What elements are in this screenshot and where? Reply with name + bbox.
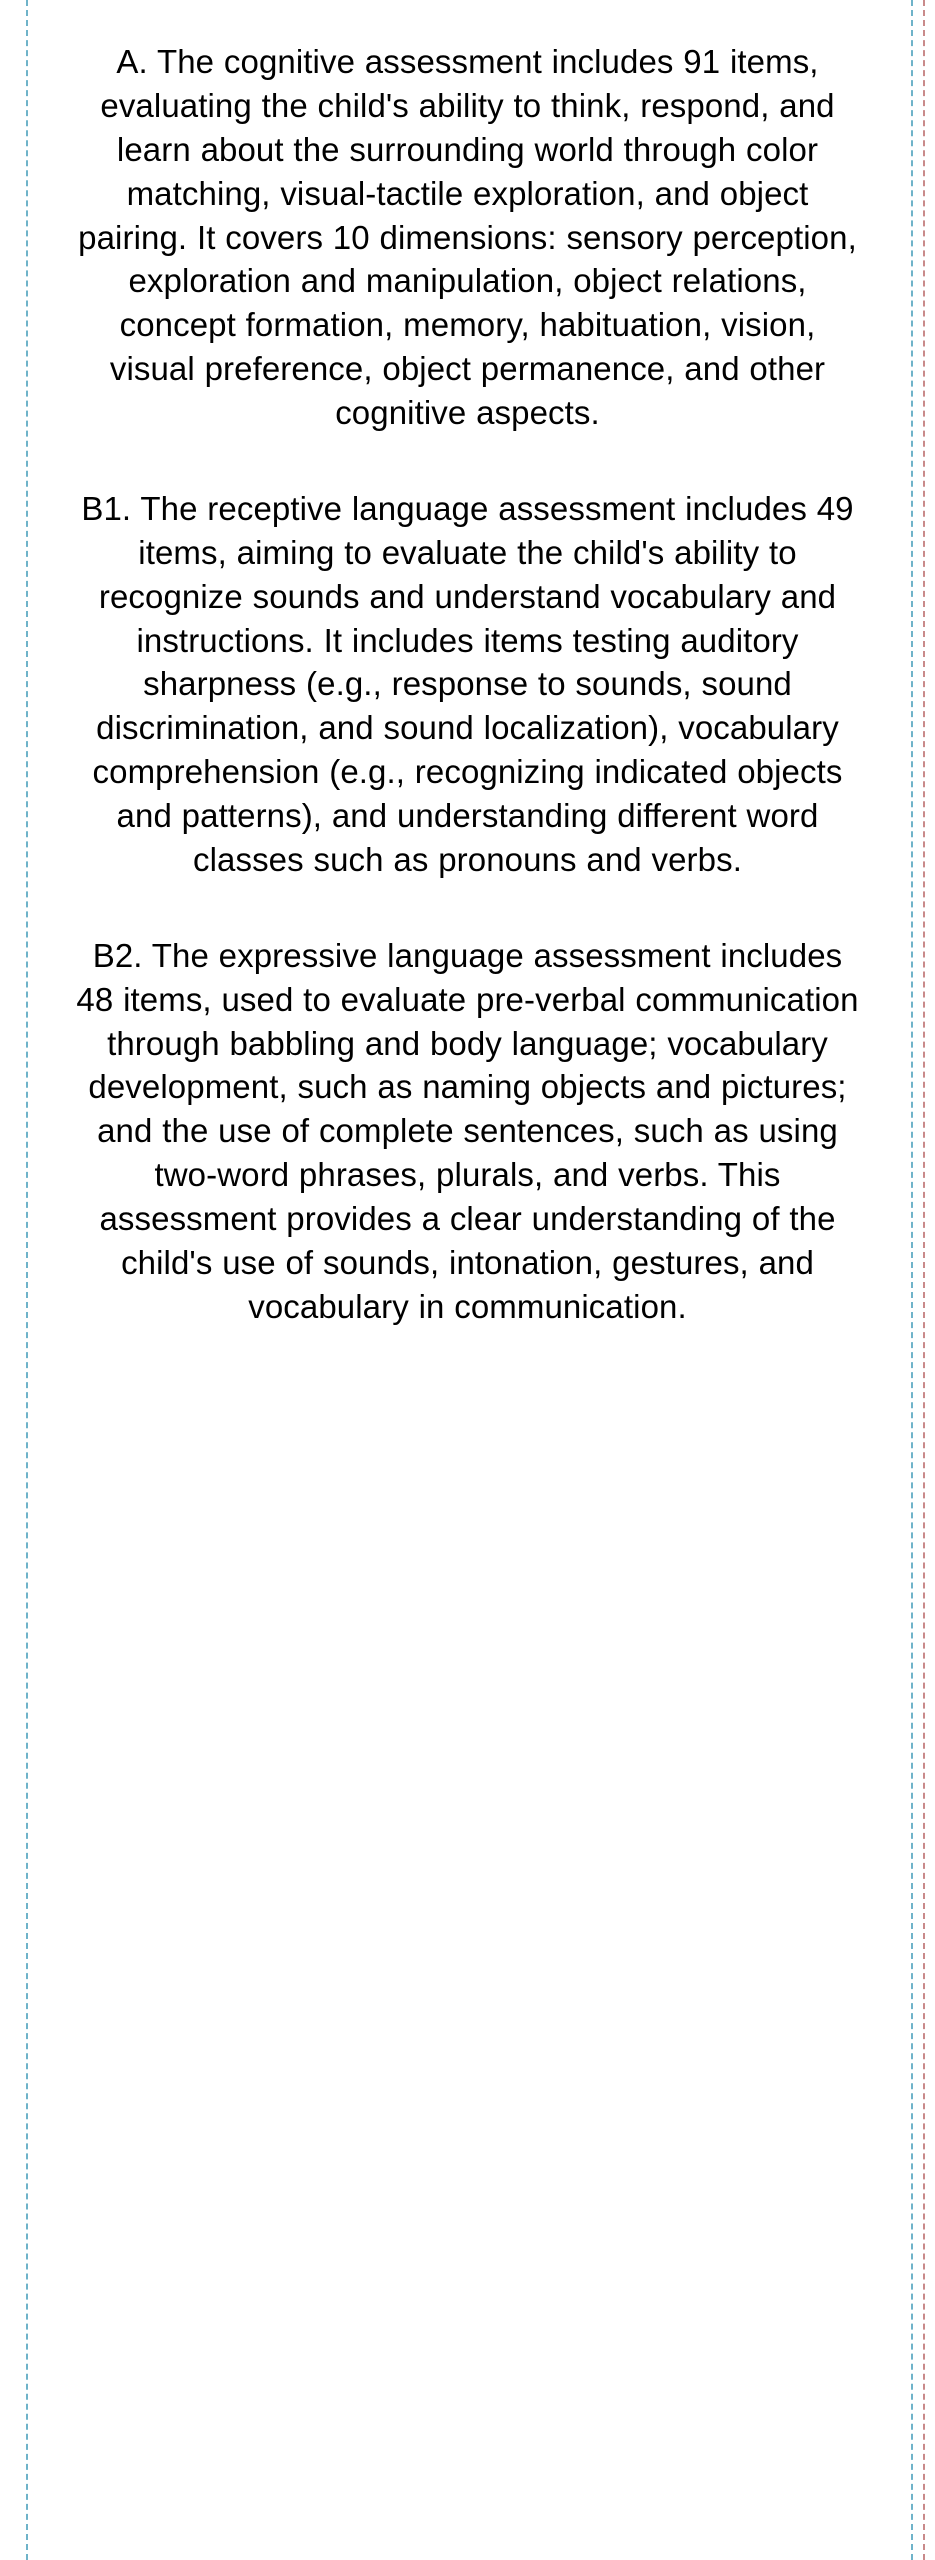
margin-guide-right [911, 0, 913, 2560]
paragraph-b1: B1. The receptive language assessment includes 49 items, aiming to evaluate the child's ability to recognize sounds and understand vocabulary and instructions. It includes items testing auditory sharpness (e.g., response to sounds, sound discrimination, and sound localization), vocabulary comprehension (e.g., recognizing indicated objects and patterns), and understanding different word classes such as pronouns and verbs. [81, 489, 854, 878]
margin-guide-left [26, 0, 28, 2560]
document-body [73, 40, 863, 1329]
paragraph-a: A. The cognitive assessment includes 91 items, evaluating the child's ability to think, respond, and learn about the surrounding world through color matching, visual-tactile exploration, and object pairing. It covers 10 dimensions: sensory perception, exploration and manipulation, object relations, concept formation, memory, habituation, vision, visual preference, object permanence, and other cognitive aspects. [78, 43, 857, 431]
margin-guide-right-secondary [923, 0, 925, 2560]
paragraph-b2: B2. The expressive language assessment includes 48 items, used to evaluate pre-verbal communication through babbling and body language; vocabulary development, such as naming objects and pictures; and the use of complete sentences, such as using two-word phrases, plurals, and verbs. This assessment provides a clear understanding of the child's use of sounds, intonation, gestures, and vocabulary in communication. [76, 936, 859, 1325]
